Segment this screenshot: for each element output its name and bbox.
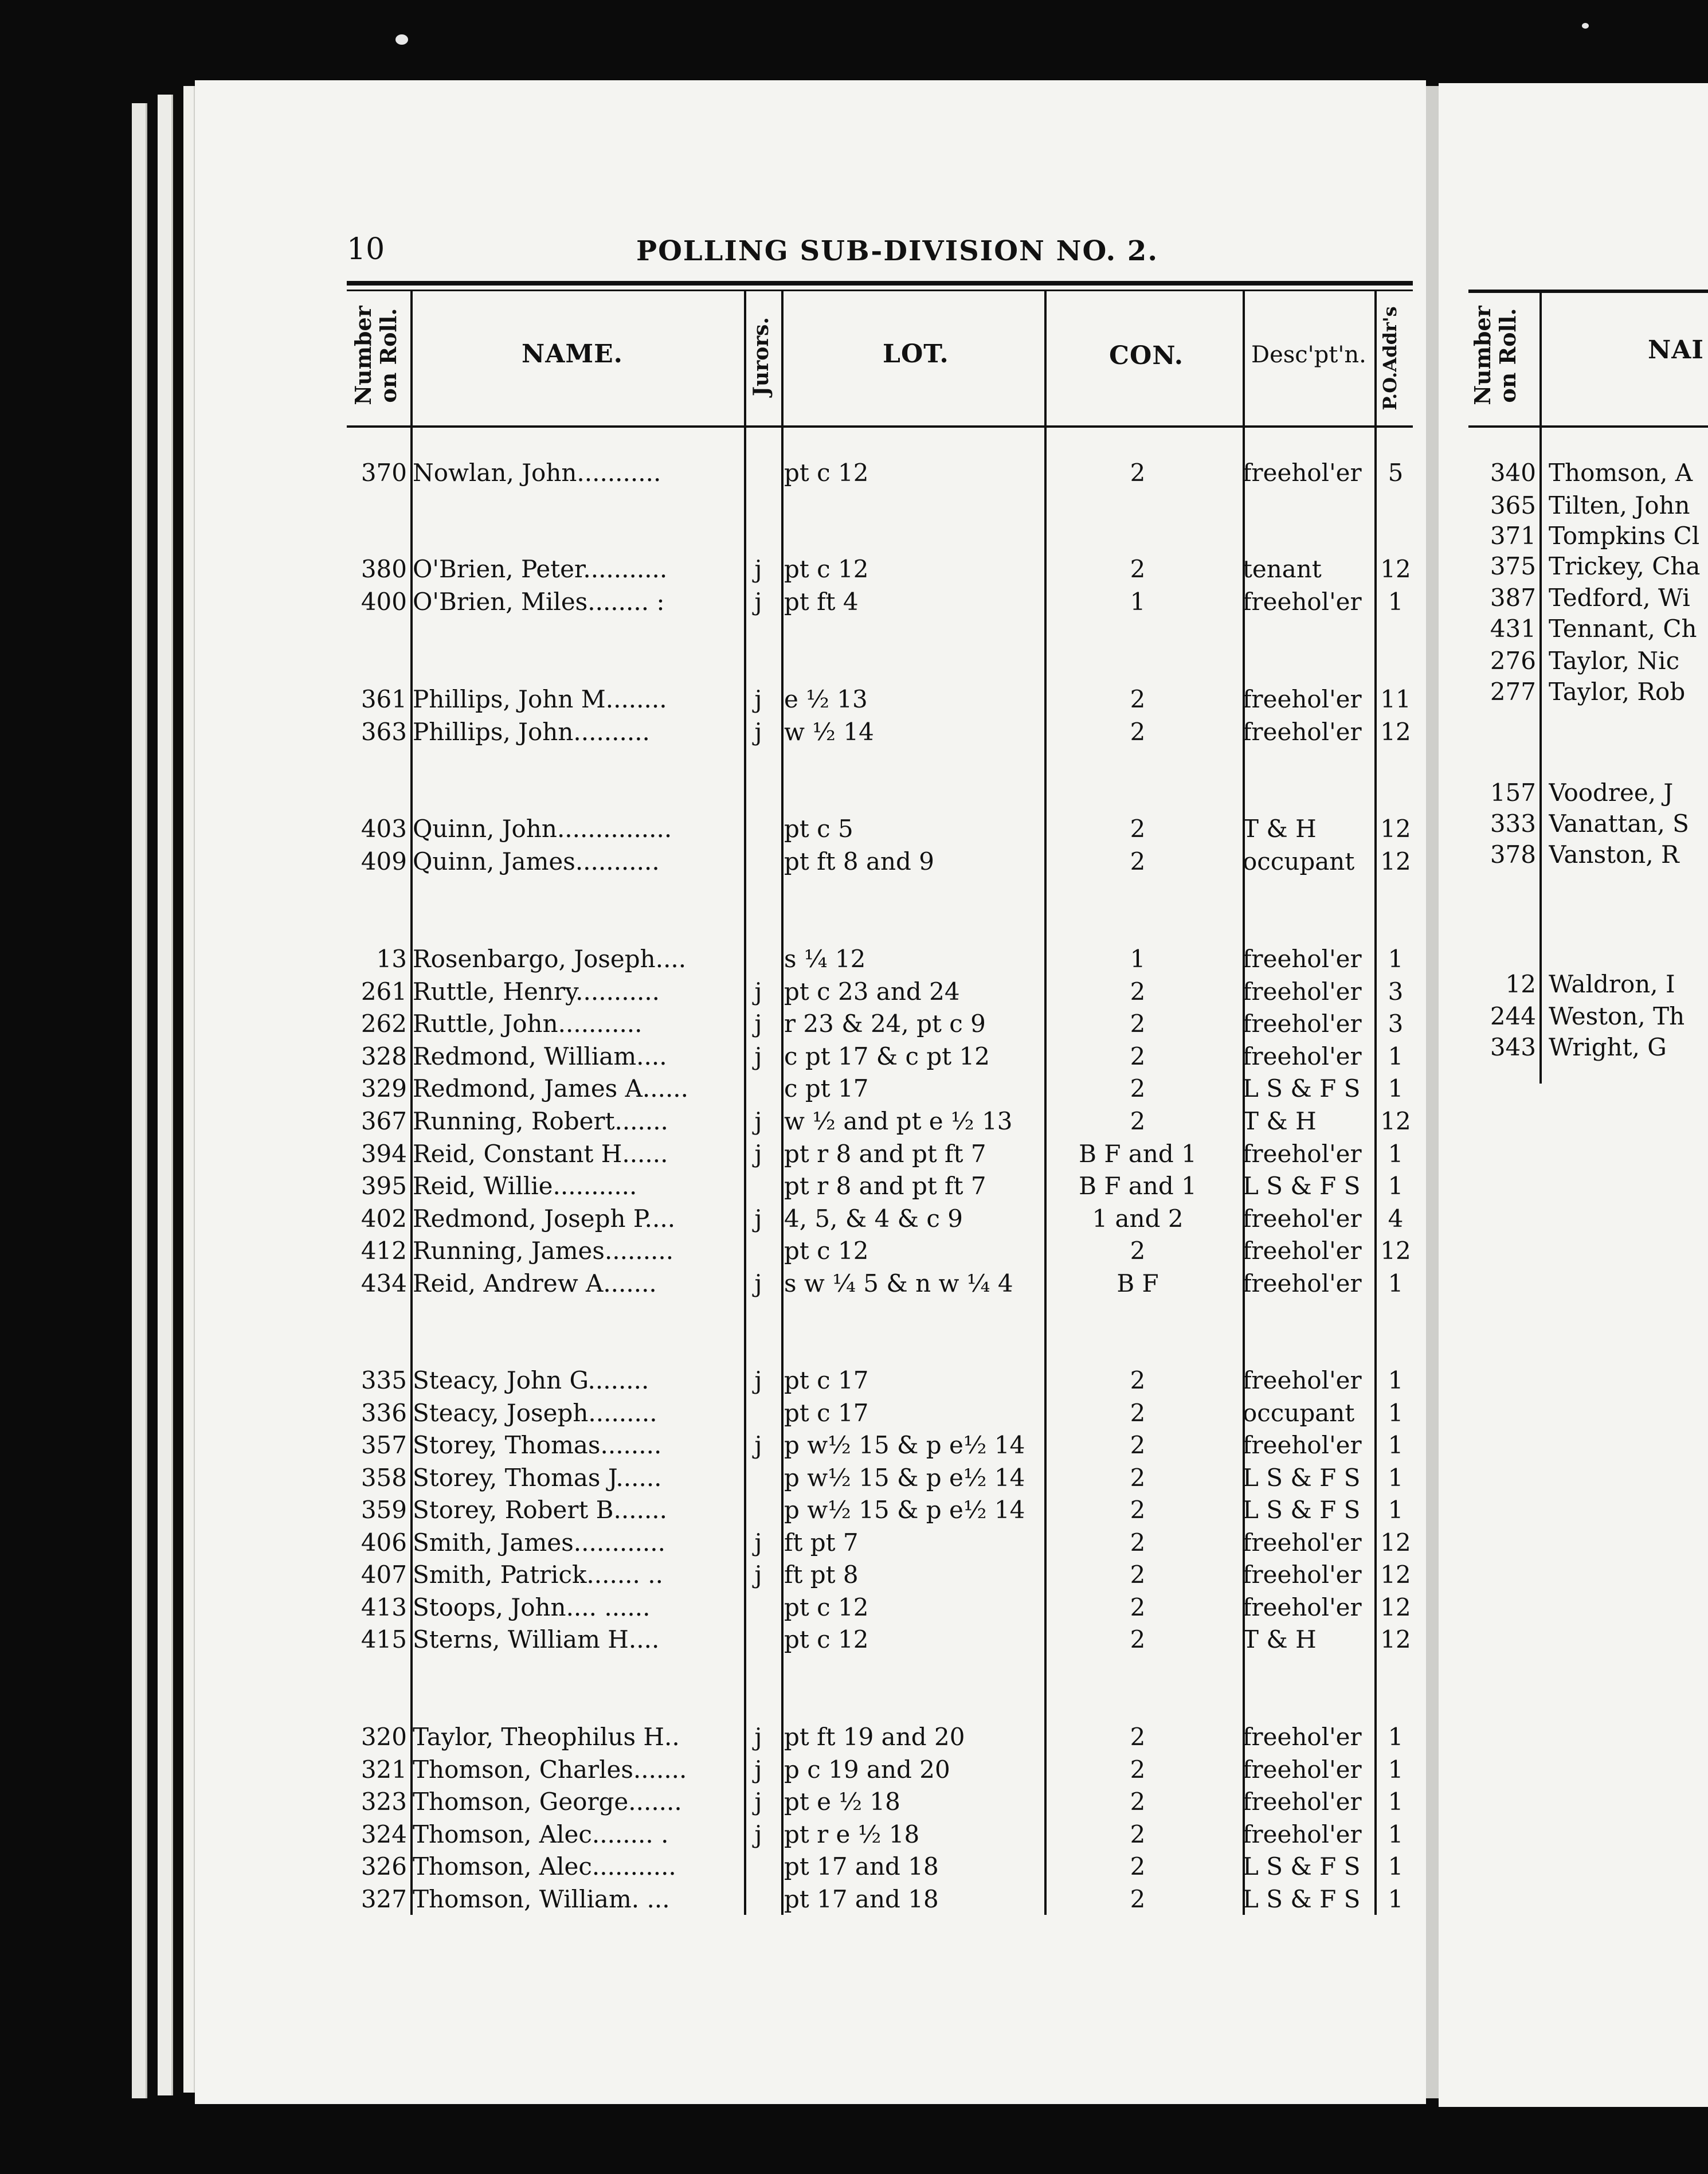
roll-number-cell: 412 bbox=[361, 1237, 407, 1265]
table-row bbox=[0, 1074, 1708, 1106]
name-cell: Running, Robert....... bbox=[413, 1107, 668, 1135]
name-cell: Taylor, Theophilus H.. bbox=[413, 1723, 680, 1751]
po-address-cell: 1 bbox=[1388, 1885, 1404, 1913]
po-address-cell: 1 bbox=[1388, 1464, 1404, 1492]
lot-cell: s ¼ 12 bbox=[784, 945, 866, 973]
con-cell: B F bbox=[1117, 1269, 1159, 1297]
con-cell: 2 bbox=[1130, 1496, 1146, 1524]
name-cell: Tilten, John bbox=[1549, 491, 1690, 519]
lot-cell: c pt 17 & c pt 12 bbox=[784, 1042, 990, 1070]
description-cell: freehol'er bbox=[1243, 1528, 1362, 1557]
con-cell: 2 bbox=[1130, 1010, 1146, 1038]
roll-number-cell: 367 bbox=[361, 1107, 407, 1135]
po-address-cell: 3 bbox=[1388, 977, 1404, 1006]
roll-number-cell: 365 bbox=[1490, 491, 1536, 519]
con-cell: 2 bbox=[1130, 815, 1146, 843]
description-cell: T & H bbox=[1243, 1107, 1317, 1135]
name-cell: Sterns, William H.... bbox=[413, 1625, 660, 1653]
juror-cell: j bbox=[754, 1431, 762, 1459]
name-cell: Thomson, Alec........ . bbox=[413, 1820, 669, 1848]
right-table-row bbox=[1444, 491, 1708, 523]
description-cell: L S & F S bbox=[1243, 1074, 1361, 1102]
table-row bbox=[0, 1269, 1708, 1301]
description-cell: freehol'er bbox=[1243, 718, 1362, 746]
name-cell: Tedford, Wi bbox=[1549, 584, 1690, 612]
con-cell: 2 bbox=[1130, 1788, 1146, 1816]
lot-cell: pt ft 8 and 9 bbox=[784, 847, 935, 875]
page-number: 10 bbox=[347, 232, 385, 267]
right-table-row bbox=[1444, 810, 1708, 842]
lot-cell: r 23 & 24, pt c 9 bbox=[784, 1010, 986, 1038]
name-cell: Taylor, Nic bbox=[1549, 647, 1680, 675]
con-cell: 2 bbox=[1130, 1528, 1146, 1557]
lot-cell: w ½ and pt e ½ 13 bbox=[784, 1107, 1013, 1135]
con-cell: 2 bbox=[1130, 1042, 1146, 1070]
con-cell: 2 bbox=[1130, 1625, 1146, 1653]
juror-cell: j bbox=[754, 1561, 762, 1589]
lot-cell: pt ft 4 bbox=[784, 588, 859, 616]
right-table-row bbox=[1444, 779, 1708, 811]
roll-number-cell: 409 bbox=[361, 847, 407, 875]
po-address-cell: 1 bbox=[1388, 1820, 1404, 1848]
name-cell: Redmond, Joseph P.... bbox=[413, 1205, 676, 1233]
name-cell: Tompkins Cl bbox=[1549, 522, 1700, 550]
name-cell: Weston, Th bbox=[1549, 1002, 1685, 1030]
table-row bbox=[0, 1852, 1708, 1884]
name-cell: Ruttle, John........... bbox=[413, 1010, 643, 1038]
roll-number-cell: 378 bbox=[1490, 840, 1536, 869]
description-cell: L S & F S bbox=[1243, 1496, 1361, 1524]
lot-cell: pt 17 and 18 bbox=[784, 1852, 939, 1880]
con-cell: 2 bbox=[1130, 718, 1146, 746]
header-number-on-roll: Number on Roll. bbox=[350, 306, 401, 405]
description-cell: L S & F S bbox=[1243, 1464, 1361, 1492]
table-row bbox=[0, 1172, 1708, 1204]
description-cell: freehol'er bbox=[1243, 1593, 1362, 1621]
roll-number-cell: 262 bbox=[361, 1010, 407, 1038]
roll-number-cell: 434 bbox=[361, 1269, 407, 1297]
name-cell: Running, James......... bbox=[413, 1237, 674, 1265]
juror-cell: j bbox=[754, 555, 762, 583]
lot-cell: p c 19 and 20 bbox=[784, 1755, 950, 1784]
po-address-cell: 12 bbox=[1380, 1237, 1411, 1265]
right-table-row bbox=[1444, 1033, 1708, 1065]
po-address-cell: 4 bbox=[1388, 1205, 1404, 1233]
lot-cell: pt e ½ 18 bbox=[784, 1788, 900, 1816]
lot-cell: pt c 12 bbox=[784, 1593, 869, 1621]
roll-number-cell: 394 bbox=[361, 1140, 407, 1168]
lot-cell: p w½ 15 & p e½ 14 bbox=[784, 1431, 1025, 1459]
po-address-cell: 5 bbox=[1388, 459, 1404, 487]
description-cell: freehol'er bbox=[1243, 1237, 1362, 1265]
po-address-cell: 1 bbox=[1388, 1852, 1404, 1880]
name-cell: Thomson, Charles....... bbox=[413, 1755, 687, 1784]
con-cell: 2 bbox=[1130, 1107, 1146, 1135]
lot-cell: pt 17 and 18 bbox=[784, 1885, 939, 1913]
po-address-cell: 12 bbox=[1380, 1593, 1411, 1621]
juror-cell: j bbox=[754, 588, 762, 616]
juror-cell: j bbox=[754, 977, 762, 1006]
roll-number-cell: 343 bbox=[1490, 1033, 1536, 1061]
con-cell: 1 bbox=[1130, 588, 1146, 616]
roll-number-cell: 336 bbox=[361, 1399, 407, 1427]
con-cell: 2 bbox=[1130, 1852, 1146, 1880]
roll-number-cell: 403 bbox=[361, 815, 407, 843]
roll-number-cell: 371 bbox=[1490, 522, 1536, 550]
name-cell: Storey, Thomas J...... bbox=[413, 1464, 662, 1492]
description-cell: freehol'er bbox=[1243, 1431, 1362, 1459]
roll-number-cell: 12 bbox=[1505, 970, 1536, 998]
po-address-cell: 11 bbox=[1380, 685, 1411, 713]
name-cell: Smith, James............ bbox=[413, 1528, 665, 1557]
po-address-cell: 12 bbox=[1380, 555, 1411, 583]
name-cell: Thomson, Alec........... bbox=[413, 1852, 676, 1880]
lot-cell: pt c 12 bbox=[784, 459, 869, 487]
name-cell: Trickey, Cha bbox=[1549, 552, 1701, 580]
roll-number-cell: 363 bbox=[361, 718, 407, 746]
description-cell: freehol'er bbox=[1243, 1755, 1362, 1784]
po-address-cell: 1 bbox=[1388, 1755, 1404, 1784]
table-row bbox=[0, 1561, 1708, 1593]
lot-cell: pt c 12 bbox=[784, 555, 869, 583]
table-row bbox=[0, 1366, 1708, 1398]
right-table-row bbox=[1444, 647, 1708, 679]
name-cell: Vanston, R bbox=[1549, 840, 1679, 869]
juror-cell: j bbox=[754, 1205, 762, 1233]
right-table-row bbox=[1444, 584, 1708, 616]
po-address-cell: 12 bbox=[1380, 847, 1411, 875]
lot-cell: ft pt 8 bbox=[784, 1561, 859, 1589]
roll-number-cell: 387 bbox=[1490, 584, 1536, 612]
con-cell: 2 bbox=[1130, 847, 1146, 875]
page-title: POLLING SUB-DIVISION NO. 2. bbox=[636, 235, 1159, 267]
con-cell: 2 bbox=[1130, 1399, 1146, 1427]
po-address-cell: 1 bbox=[1388, 945, 1404, 973]
con-cell: 2 bbox=[1130, 1431, 1146, 1459]
name-cell: Thomson, A bbox=[1549, 459, 1693, 487]
lot-cell: pt c 5 bbox=[784, 815, 853, 843]
description-cell: freehol'er bbox=[1243, 977, 1362, 1006]
table-row bbox=[0, 1593, 1708, 1625]
po-address-cell: 1 bbox=[1388, 588, 1404, 616]
po-address-cell: 12 bbox=[1380, 1107, 1411, 1135]
roll-number-cell: 323 bbox=[361, 1788, 407, 1816]
roll-number-cell: 276 bbox=[1490, 647, 1536, 675]
description-cell: freehol'er bbox=[1243, 685, 1362, 713]
name-cell: Nowlan, John........... bbox=[413, 459, 661, 487]
roll-number-cell: 277 bbox=[1490, 678, 1536, 706]
name-cell: Smith, Patrick....... .. bbox=[413, 1561, 663, 1589]
name-cell: Phillips, John.......... bbox=[413, 718, 650, 746]
description-cell: freehol'er bbox=[1243, 1205, 1362, 1233]
name-cell: Storey, Thomas........ bbox=[413, 1431, 662, 1459]
header-name: NAME. bbox=[522, 339, 623, 369]
description-cell: T & H bbox=[1243, 815, 1317, 843]
right-header-rule-top bbox=[1468, 290, 1708, 293]
juror-cell: j bbox=[754, 1528, 762, 1557]
con-cell: 2 bbox=[1130, 1237, 1146, 1265]
header-lot: LOT. bbox=[883, 339, 949, 369]
juror-cell: j bbox=[754, 1269, 762, 1297]
description-cell: freehol'er bbox=[1243, 1561, 1362, 1589]
name-cell: Thomson, George....... bbox=[413, 1788, 682, 1816]
table-row bbox=[0, 1788, 1708, 1820]
roll-number-cell: 402 bbox=[361, 1205, 407, 1233]
po-address-cell: 1 bbox=[1388, 1042, 1404, 1070]
header-po-address: P.O.Addr's bbox=[1379, 306, 1401, 410]
con-cell: 2 bbox=[1130, 459, 1146, 487]
juror-cell: j bbox=[754, 1107, 762, 1135]
po-address-cell: 1 bbox=[1388, 1431, 1404, 1459]
name-cell: Steacy, Joseph......... bbox=[413, 1399, 657, 1427]
con-cell: 1 and 2 bbox=[1092, 1205, 1184, 1233]
con-cell: B F and 1 bbox=[1079, 1140, 1197, 1168]
con-cell: 1 bbox=[1130, 945, 1146, 973]
po-address-cell: 1 bbox=[1388, 1399, 1404, 1427]
name-cell: Taylor, Rob bbox=[1549, 678, 1686, 706]
con-cell: 2 bbox=[1130, 1593, 1146, 1621]
roll-number-cell: 326 bbox=[361, 1852, 407, 1880]
roll-number-cell: 415 bbox=[361, 1625, 407, 1653]
table-row bbox=[0, 1528, 1708, 1561]
right-header-rule-bottom bbox=[1468, 425, 1708, 428]
lot-cell: c pt 17 bbox=[784, 1074, 869, 1102]
po-address-cell: 12 bbox=[1380, 815, 1411, 843]
roll-number-cell: 361 bbox=[361, 685, 407, 713]
po-address-cell: 12 bbox=[1380, 1528, 1411, 1557]
table-row bbox=[0, 718, 1708, 750]
po-address-cell: 1 bbox=[1388, 1172, 1404, 1200]
con-cell: 2 bbox=[1130, 1820, 1146, 1848]
po-address-cell: 1 bbox=[1388, 1723, 1404, 1751]
roll-number-cell: 324 bbox=[361, 1820, 407, 1848]
po-address-cell: 1 bbox=[1388, 1074, 1404, 1102]
name-cell: Redmond, William.... bbox=[413, 1042, 667, 1070]
lot-cell: 4, 5, & 4 & c 9 bbox=[784, 1205, 963, 1233]
name-cell: Phillips, John M........ bbox=[413, 685, 667, 713]
name-cell: Thomson, William. ... bbox=[413, 1885, 670, 1913]
lot-cell: pt r e ½ 18 bbox=[784, 1820, 920, 1848]
table-row bbox=[0, 1431, 1708, 1463]
con-cell: 2 bbox=[1130, 1561, 1146, 1589]
roll-number-cell: 320 bbox=[361, 1723, 407, 1751]
description-cell: freehol'er bbox=[1243, 1820, 1362, 1848]
lot-cell: p w½ 15 & p e½ 14 bbox=[784, 1496, 1025, 1524]
name-cell: Reid, Willie........... bbox=[413, 1172, 637, 1200]
lot-cell: s w ¼ 5 & n w ¼ 4 bbox=[784, 1269, 1013, 1297]
header-con: CON. bbox=[1109, 341, 1184, 370]
name-cell: Voodree, J bbox=[1549, 779, 1674, 807]
right-table-row bbox=[1444, 459, 1708, 491]
juror-cell: j bbox=[754, 1140, 762, 1168]
name-cell: Steacy, John G........ bbox=[413, 1366, 649, 1394]
description-cell: freehol'er bbox=[1243, 588, 1362, 616]
table-row bbox=[0, 1723, 1708, 1755]
description-cell: freehol'er bbox=[1243, 1723, 1362, 1751]
roll-number-cell: 335 bbox=[361, 1366, 407, 1394]
juror-cell: j bbox=[754, 685, 762, 713]
juror-cell: j bbox=[754, 1820, 762, 1848]
juror-cell: j bbox=[754, 1723, 762, 1751]
description-cell: occupant bbox=[1243, 847, 1355, 875]
description-cell: freehol'er bbox=[1243, 459, 1362, 487]
header-description: Desc'pt'n. bbox=[1251, 342, 1366, 368]
name-cell: Storey, Robert B....... bbox=[413, 1496, 667, 1524]
description-cell: freehol'er bbox=[1243, 1140, 1362, 1168]
juror-cell: j bbox=[754, 1366, 762, 1394]
name-cell: O'Brien, Peter........... bbox=[413, 555, 668, 583]
roll-number-cell: 413 bbox=[361, 1593, 407, 1621]
right-table-row bbox=[1444, 615, 1708, 647]
po-address-cell: 12 bbox=[1380, 718, 1411, 746]
table-row bbox=[0, 1885, 1708, 1917]
header-rule-top-thin bbox=[347, 290, 1413, 291]
roll-number-cell: 13 bbox=[376, 945, 407, 973]
name-cell: Rosenbargo, Joseph.... bbox=[413, 945, 687, 973]
name-cell: Quinn, James........... bbox=[413, 847, 660, 875]
roll-number-cell: 358 bbox=[361, 1464, 407, 1492]
lot-cell: pt c 17 bbox=[784, 1366, 869, 1394]
con-cell: 2 bbox=[1130, 1464, 1146, 1492]
juror-cell: j bbox=[754, 1010, 762, 1038]
con-cell: 2 bbox=[1130, 1723, 1146, 1751]
con-cell: B F and 1 bbox=[1079, 1172, 1197, 1200]
roll-number-cell: 329 bbox=[361, 1074, 407, 1102]
roll-number-cell: 328 bbox=[361, 1042, 407, 1070]
description-cell: freehol'er bbox=[1243, 1788, 1362, 1816]
description-cell: freehol'er bbox=[1243, 1042, 1362, 1070]
description-cell: occupant bbox=[1243, 1399, 1355, 1427]
right-table-row bbox=[1444, 1002, 1708, 1034]
juror-cell: j bbox=[754, 1788, 762, 1816]
lot-cell: pt r 8 and pt ft 7 bbox=[784, 1172, 986, 1200]
name-cell: O'Brien, Miles........ : bbox=[413, 588, 665, 616]
description-cell: freehol'er bbox=[1243, 945, 1362, 973]
po-address-cell: 12 bbox=[1380, 1561, 1411, 1589]
con-cell: 2 bbox=[1130, 1366, 1146, 1394]
header-rule-top bbox=[347, 281, 1413, 286]
description-cell: freehol'er bbox=[1243, 1269, 1362, 1297]
lot-cell: p w½ 15 & p e½ 14 bbox=[784, 1464, 1025, 1492]
lot-cell: pt r 8 and pt ft 7 bbox=[784, 1140, 986, 1168]
right-table-row bbox=[1444, 552, 1708, 584]
description-cell: freehol'er bbox=[1243, 1366, 1362, 1394]
po-address-cell: 1 bbox=[1388, 1788, 1404, 1816]
description-cell: T & H bbox=[1243, 1625, 1317, 1653]
po-address-cell: 1 bbox=[1388, 1140, 1404, 1168]
con-cell: 2 bbox=[1130, 977, 1146, 1006]
roll-number-cell: 261 bbox=[361, 977, 407, 1006]
name-cell: Tennant, Ch bbox=[1549, 615, 1697, 643]
name-cell: Quinn, John............... bbox=[413, 815, 672, 843]
roll-number-cell: 321 bbox=[361, 1755, 407, 1784]
roll-number-cell: 340 bbox=[1490, 459, 1536, 487]
header-rule-bottom bbox=[347, 425, 1413, 428]
name-cell: Ruttle, Henry........... bbox=[413, 977, 660, 1006]
con-cell: 2 bbox=[1130, 1074, 1146, 1102]
right-table-row bbox=[1444, 678, 1708, 710]
table-row bbox=[0, 1755, 1708, 1788]
roll-number-cell: 400 bbox=[361, 588, 407, 616]
lot-cell: pt c 12 bbox=[784, 1237, 869, 1265]
po-address-cell: 3 bbox=[1388, 1010, 1404, 1038]
table-row bbox=[0, 1625, 1708, 1657]
roll-number-cell: 327 bbox=[361, 1885, 407, 1913]
juror-cell: j bbox=[754, 718, 762, 746]
table-row bbox=[0, 1107, 1708, 1139]
po-address-cell: 1 bbox=[1388, 1366, 1404, 1394]
name-cell: Reid, Andrew A....... bbox=[413, 1269, 657, 1297]
con-cell: 2 bbox=[1130, 685, 1146, 713]
description-cell: tenant bbox=[1243, 555, 1322, 583]
po-address-cell: 12 bbox=[1380, 1625, 1411, 1653]
roll-number-cell: 407 bbox=[361, 1561, 407, 1589]
name-cell: Vanattan, S bbox=[1549, 810, 1689, 838]
roll-number-cell: 244 bbox=[1490, 1002, 1536, 1030]
description-cell: freehol'er bbox=[1243, 1010, 1362, 1038]
roll-number-cell: 333 bbox=[1490, 810, 1536, 838]
description-cell: L S & F S bbox=[1243, 1885, 1361, 1913]
lot-cell: ft pt 7 bbox=[784, 1528, 859, 1557]
table-row bbox=[0, 1205, 1708, 1237]
lot-cell: pt ft 19 and 20 bbox=[784, 1723, 965, 1751]
name-cell: Stoops, John.... ...... bbox=[413, 1593, 651, 1621]
table-row bbox=[0, 1496, 1708, 1528]
juror-cell: j bbox=[754, 1755, 762, 1784]
con-cell: 2 bbox=[1130, 1885, 1146, 1913]
con-cell: 2 bbox=[1130, 1755, 1146, 1784]
description-cell: L S & F S bbox=[1243, 1172, 1361, 1200]
table-row bbox=[0, 1399, 1708, 1431]
table-row bbox=[0, 1237, 1708, 1269]
lot-cell: pt c 17 bbox=[784, 1399, 869, 1427]
roll-number-cell: 359 bbox=[361, 1496, 407, 1524]
name-cell: Waldron, I bbox=[1549, 970, 1675, 998]
roll-number-cell: 406 bbox=[361, 1528, 407, 1557]
roll-number-cell: 380 bbox=[361, 555, 407, 583]
right-table-row bbox=[1444, 840, 1708, 873]
roll-number-cell: 431 bbox=[1490, 615, 1536, 643]
roll-number-cell: 395 bbox=[361, 1172, 407, 1200]
roll-number-cell: 157 bbox=[1490, 779, 1536, 807]
name-cell: Redmond, James A...... bbox=[413, 1074, 689, 1102]
right-header-number-on-roll: Number on Roll. bbox=[1470, 306, 1521, 405]
name-cell: Reid, Constant H...... bbox=[413, 1140, 668, 1168]
roll-number-cell: 370 bbox=[361, 459, 407, 487]
table-row bbox=[0, 1464, 1708, 1496]
po-address-cell: 1 bbox=[1388, 1269, 1404, 1297]
right-table-row bbox=[1444, 970, 1708, 1002]
roll-number-cell: 375 bbox=[1490, 552, 1536, 580]
name-cell: Wright, G bbox=[1549, 1033, 1667, 1061]
lot-cell: pt c 23 and 24 bbox=[784, 977, 960, 1006]
right-table-row bbox=[1444, 522, 1708, 554]
lot-cell: w ½ 14 bbox=[784, 718, 874, 746]
right-header-name: NAI bbox=[1648, 335, 1704, 365]
con-cell: 2 bbox=[1130, 555, 1146, 583]
header-jurors: Jurors. bbox=[749, 317, 773, 396]
lot-cell: e ½ 13 bbox=[784, 685, 868, 713]
description-cell: L S & F S bbox=[1243, 1852, 1361, 1880]
table-row bbox=[0, 1820, 1708, 1852]
lot-cell: pt c 12 bbox=[784, 1625, 869, 1653]
po-address-cell: 1 bbox=[1388, 1496, 1404, 1524]
roll-number-cell: 357 bbox=[361, 1431, 407, 1459]
table-row bbox=[0, 1140, 1708, 1172]
juror-cell: j bbox=[754, 1042, 762, 1070]
